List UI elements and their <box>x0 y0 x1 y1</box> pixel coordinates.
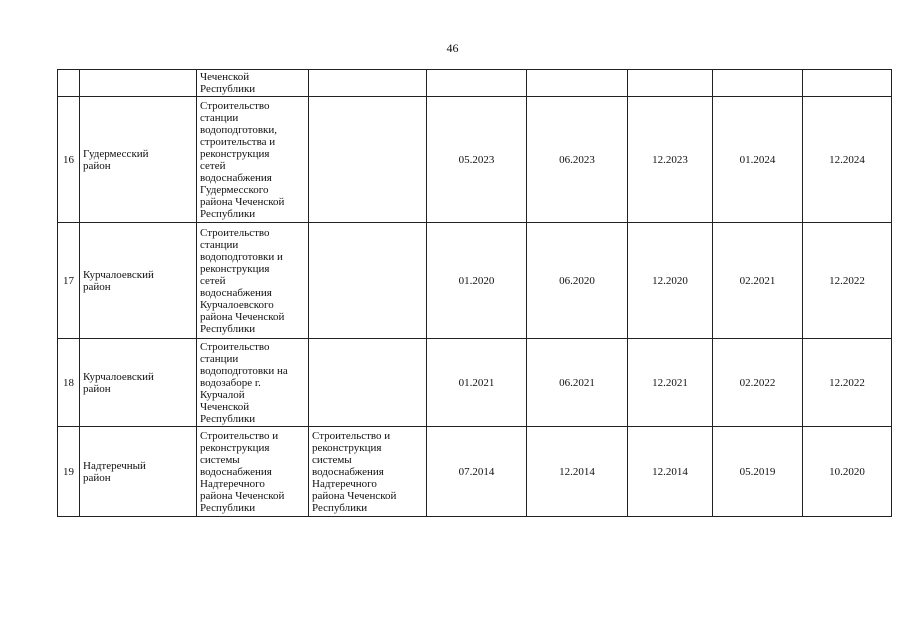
table-row <box>58 97 892 223</box>
date-cell: 02.2021 <box>713 223 803 339</box>
row-number: 18 <box>58 339 80 427</box>
table-row <box>58 339 892 427</box>
cell-date <box>628 70 713 97</box>
date-cell: 01.2024 <box>713 97 803 223</box>
date-cell: 12.2021 <box>628 339 713 427</box>
date-cell: 10.2020 <box>803 427 892 517</box>
date-cell: 06.2023 <box>527 97 628 223</box>
date-cell: 01.2020 <box>427 223 527 339</box>
date-cell: 06.2021 <box>527 339 628 427</box>
cell-object-2 <box>309 70 427 97</box>
date-cell: 01.2021 <box>427 339 527 427</box>
cell-date <box>713 70 803 97</box>
table-row-continued <box>58 70 892 97</box>
cell-date <box>803 70 892 97</box>
object-description: Строительство станции водоподготовки, строительства и реконструкция сетей водоснабжения Гудермесского района Чеченской Республики <box>197 97 309 223</box>
cell-num <box>58 70 80 97</box>
district-name: Курчалоевский район <box>80 223 197 339</box>
date-cell: 12.2024 <box>803 97 892 223</box>
object-description-2 <box>309 97 427 223</box>
object-description: Строительство станции водоподготовки и реконструкция сетей водоснабжения Курчалоевского района Чеченской Республики <box>197 223 309 339</box>
date-cell: 12.2022 <box>803 223 892 339</box>
object-description: Строительство станции водоподготовки на водозаборе г. Курчалой Чеченской Республики <box>197 339 309 427</box>
date-cell: 05.2023 <box>427 97 527 223</box>
page-number: 46 <box>446 41 459 55</box>
date-cell: 12.2014 <box>527 427 628 517</box>
object-description-2: Строительство и реконструкция системы водоснабжения Надтеречного района Чеченской Республики <box>309 427 427 517</box>
cell-object: Чеченской Республики <box>197 70 309 97</box>
date-cell: 12.2020 <box>628 223 713 339</box>
district-name: Гудермесский район <box>80 97 197 223</box>
cell-date <box>427 70 527 97</box>
row-number: 17 <box>58 223 80 339</box>
date-cell: 02.2022 <box>713 339 803 427</box>
date-cell: 12.2014 <box>628 427 713 517</box>
schedule-table <box>57 69 892 517</box>
date-cell: 07.2014 <box>427 427 527 517</box>
district-name: Курчалоевский район <box>80 339 197 427</box>
date-cell: 12.2022 <box>803 339 892 427</box>
date-cell: 05.2019 <box>713 427 803 517</box>
cell-district <box>80 70 197 97</box>
table-row <box>58 223 892 339</box>
object-description-2 <box>309 223 427 339</box>
date-cell: 06.2020 <box>527 223 628 339</box>
date-cell: 12.2023 <box>628 97 713 223</box>
cell-date <box>527 70 628 97</box>
district-name: Надтеречный район <box>80 427 197 517</box>
row-number: 19 <box>58 427 80 517</box>
row-number: 16 <box>58 97 80 223</box>
table-row <box>58 427 892 517</box>
object-description-2 <box>309 339 427 427</box>
object-description: Строительство и реконструкция системы водоснабжения Надтеречного района Чеченской Республики <box>197 427 309 517</box>
